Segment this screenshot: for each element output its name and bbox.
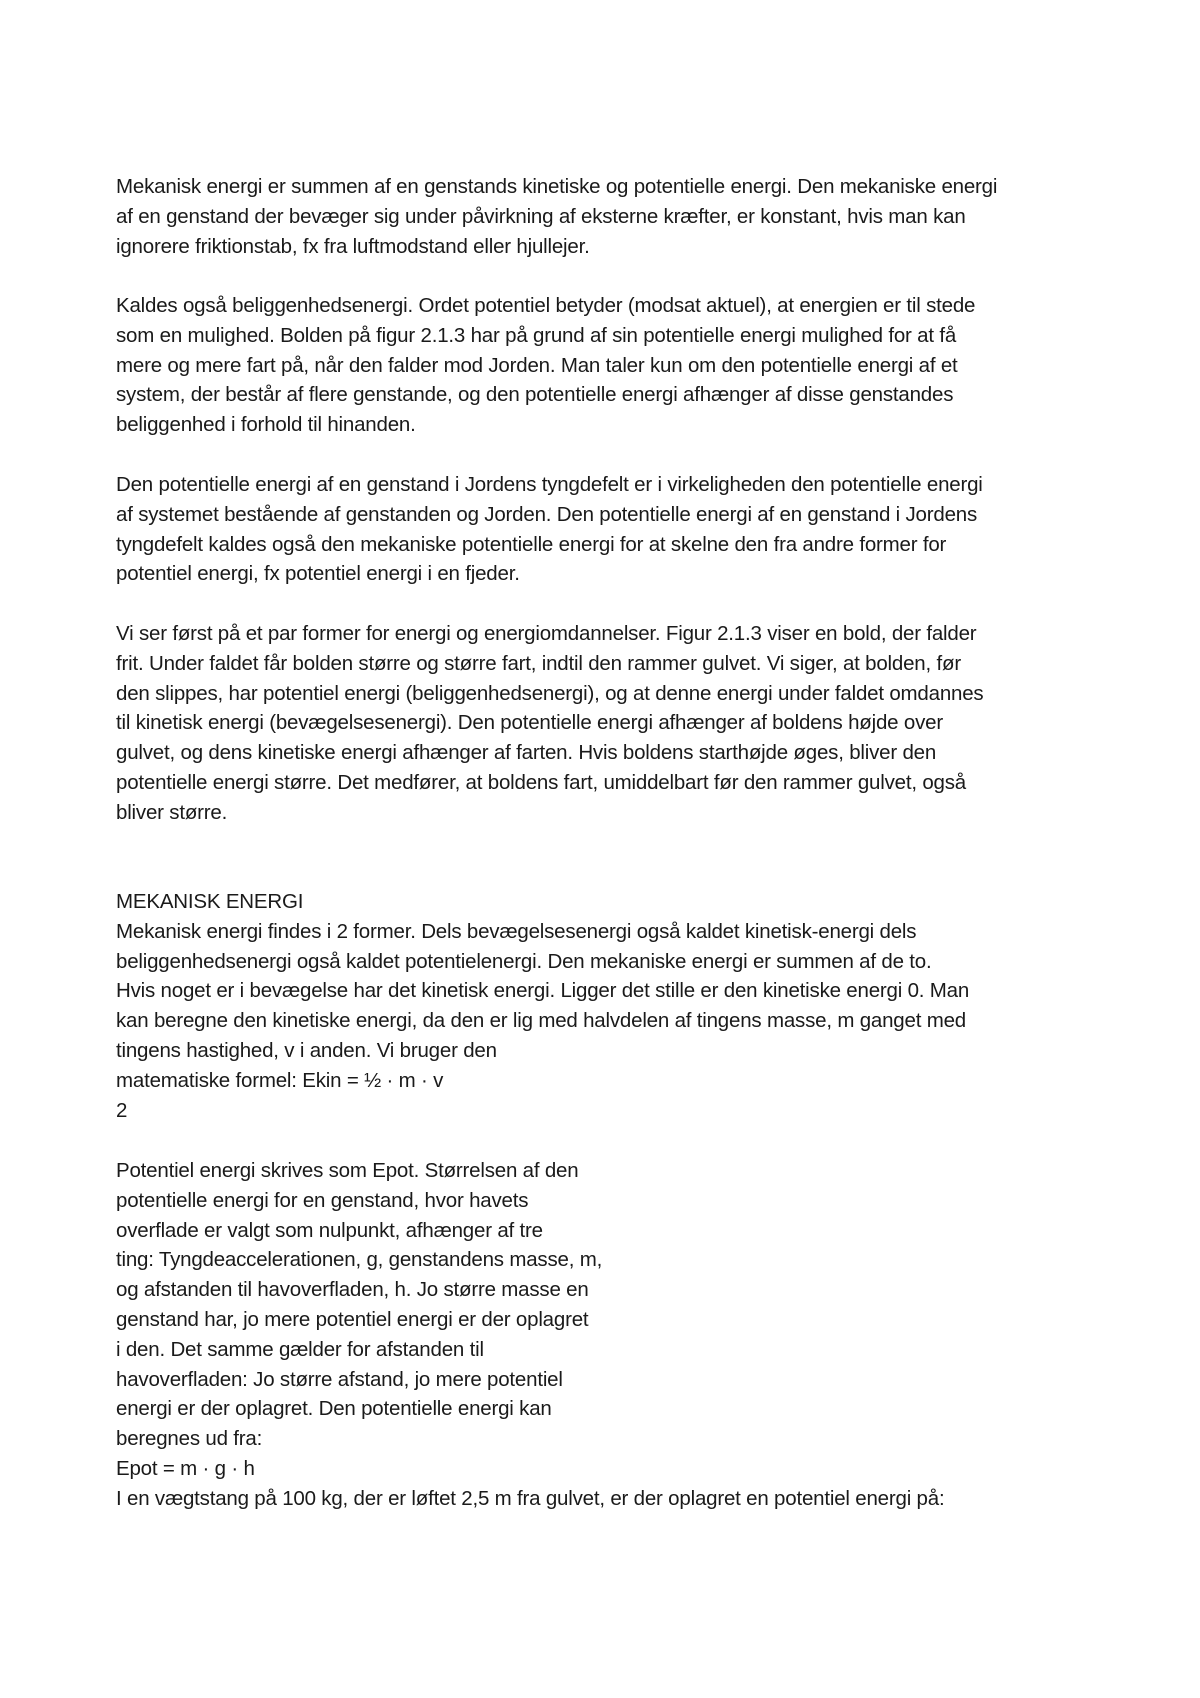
text-line: Kaldes også beliggenhedsenergi. Ordet potentiel betyder (modsat aktuel), at energien er til stede: [116, 294, 976, 317]
text-line: ignorere friktionstab, fx fra luftmodstand eller hjullejer.: [116, 234, 590, 258]
formula-exponent: 2: [116, 1098, 128, 1122]
text-line: i den. Det samme gælder for afstanden til: [116, 1337, 484, 1361]
text-line: beliggenhedsenergi også kaldet potentielenergi. Den mekaniske energi er summen af de to.: [116, 949, 932, 973]
text-line: som en mulighed. Bolden på figur 2.1.3 har på grund af sin potentielle energi mulighed for at få: [116, 323, 957, 347]
text-line: Mekanisk energi findes i 2 former. Dels bevægelsesenergi også kaldet kinetisk-energi dels: [116, 919, 917, 943]
text-line: mere og mere fart på, når den falder mod Jorden. Man taler kun om den potentielle energi af et: [116, 353, 958, 377]
paragraph-gravity-field: [116, 470, 1096, 589]
kinetic-energy-formula: matematiske formel: Ekin = ½ · m · v: [116, 1068, 444, 1092]
text-line: den slippes, har potentiel energi (beliggenhedsenergi), og at denne energi under faldet omdannes: [116, 681, 984, 705]
text-line: Mekanisk energi er summen af en genstands kinetiske og potentielle energi. Den mekaniske energi: [116, 175, 998, 198]
text-line: af systemet bestående af genstanden og Jorden. Den potentielle energi af en genstand i Jordens: [116, 502, 978, 526]
text-line: potentielle energi større. Det medfører, at boldens fart, umiddelbart før den rammer gulvet, også: [116, 770, 966, 794]
section-heading: MEKANISK ENERGI: [116, 890, 304, 913]
section-mekanisk-energi: [116, 887, 1096, 1125]
text-line: bliver større.: [116, 800, 228, 824]
text-line: til kinetisk energi (bevægelsesenergi). Den potentielle energi afhænger af boldens højde over: [116, 711, 943, 735]
text-line: og afstanden til havoverfladen, h. Jo større masse en: [116, 1278, 589, 1302]
text-line: genstand har, jo mere potentiel energi er der oplagret: [116, 1307, 589, 1331]
text-line: overflade er valgt som nulpunkt, afhænger af tre: [116, 1218, 543, 1242]
paragraph-potential-energy-formula: [116, 1156, 1096, 1514]
text-line: kan beregne den kinetiske energi, da den er lig med halvdelen af tingens masse, m ganget med: [116, 1009, 966, 1033]
paragraph-falling-ball: [116, 619, 1096, 828]
paragraph-mechanical-energy-intro: [116, 172, 1096, 261]
text-line: potentiel energi, fx potentiel energi i en fjeder.: [116, 562, 520, 586]
text-line: frit. Under faldet får bolden større og større fart, indtil den rammer gulvet. Vi siger, at bolden, før: [116, 651, 961, 675]
text-line: af en genstand der bevæger sig under påvirkning af eksterne kræfter, er konstant, hvis man kan: [116, 204, 966, 228]
text-line: beliggenhed i forhold til hinanden.: [116, 413, 416, 437]
text-line: Hvis noget er i bevægelse har det kinetisk energi. Ligger det stille er den kinetiske energi 0. Man: [116, 979, 970, 1003]
text-line: Den potentielle energi af en genstand i Jordens tyngdefelt er i virkeligheden den potentielle energi: [116, 473, 983, 496]
text-line: beregnes ud fra:: [116, 1427, 263, 1451]
text-line: tingens hastighed, v i anden. Vi bruger den: [116, 1038, 497, 1062]
text-line: tyngdefelt kaldes også den mekaniske potentielle energi for at skelne den fra andre former for: [116, 532, 947, 556]
text-line: energi er der oplagret. Den potentielle energi kan: [116, 1397, 552, 1421]
text-line: gulvet, og dens kinetiske energi afhænger af farten. Hvis boldens starthøjde øges, bliver den: [116, 741, 937, 765]
paragraph-potential-energy-definition: [116, 291, 1096, 440]
text-line: system, der består af flere genstande, og den potentielle energi afhænger af disse genstandes: [116, 383, 954, 407]
text-line: potentielle energi for en genstand, hvor havets: [116, 1188, 529, 1212]
potential-energy-formula: Epot = m · g · h: [116, 1456, 255, 1480]
text-line: Potentiel energi skrives som Epot. Størrelsen af den: [116, 1159, 579, 1182]
text-line: Vi ser først på et par former for energi og energiomdannelser. Figur 2.1.3 viser en bold, der falder: [116, 622, 977, 645]
text-line: havoverfladen: Jo større afstand, jo mere potentiel: [116, 1367, 563, 1391]
text-line: ting: Tyngdeaccelerationen, g, genstandens masse, m,: [116, 1248, 603, 1272]
text-line: I en vægtstang på 100 kg, der er løftet 2,5 m fra gulvet, er der oplagret en potentiel energi på:: [116, 1486, 945, 1510]
